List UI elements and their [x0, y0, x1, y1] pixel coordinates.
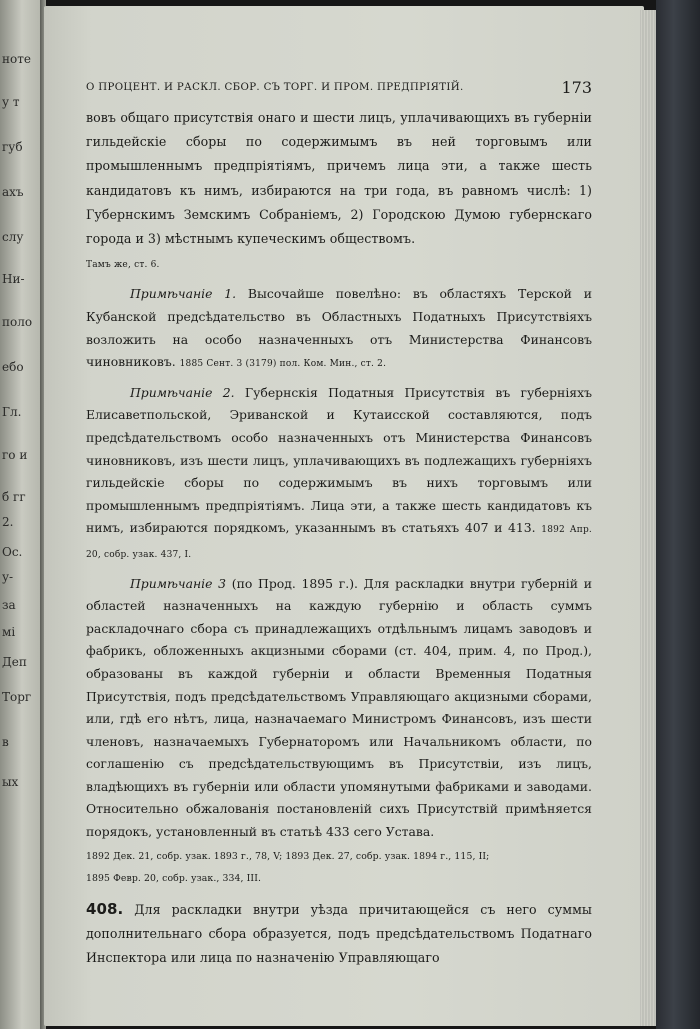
- left-page-fragment: Деп: [2, 655, 27, 669]
- note-label: Примѣчаніе 2.: [130, 384, 235, 400]
- book-page: [44, 6, 644, 1026]
- left-page-fragment: мі: [2, 625, 16, 639]
- left-page-fragment: ахъ: [2, 185, 24, 199]
- source-citation: Тамъ же, ст. 6.: [86, 260, 160, 271]
- book-cover: [656, 0, 700, 1029]
- left-page-fragment: ноте: [2, 52, 31, 66]
- left-page-fragment: поло: [2, 315, 33, 329]
- running-head: [86, 78, 592, 100]
- note-text: Губернскія Податныя Присутствія въ губерніяхъ Елисаветпольской, Эриванской и Кутаисской составляются, подъ предсѣдательствомъ особо назначенныхъ отъ Министерства Финансовъ чиновниковъ, изъ шести лицъ, уплачивающихъ въ подлежащихъ губерніяхъ гильдейскіе сборы по содержимымъ въ нихъ торговымъ или промышленнымъ предпріятіямъ. Лица эти, а также шесть кандидатовъ къ нимъ, избираются порядкомъ, указаннымъ въ статьяхъ 407 и 413.: [86, 384, 592, 536]
- article-407-continuation: [86, 106, 592, 277]
- source-citation: 1892 Апр. 20, собр. узак. 437, I.: [86, 525, 592, 560]
- note-1: [86, 283, 592, 375]
- note-2: [86, 382, 592, 567]
- left-page-fragment: ебо: [2, 360, 24, 374]
- source-citation: 1885 Сент. 3 (3179) пол. Ком. Мин., ст. 2.: [179, 359, 387, 370]
- note-3: [86, 573, 592, 889]
- left-page-fragment: Ни-: [2, 272, 25, 286]
- left-page-fragment: ых: [2, 775, 19, 789]
- left-page-edge: [0, 0, 40, 1029]
- left-page-fragment: губ: [2, 140, 23, 154]
- page-content: [86, 78, 592, 970]
- left-page-fragment: го и: [2, 448, 28, 462]
- article-408: [86, 897, 592, 971]
- left-page-fragment: 2.: [2, 515, 14, 529]
- left-page-fragment: у-: [2, 570, 14, 584]
- left-page-fragment: слу: [2, 230, 24, 244]
- left-page-fragment: б гг: [2, 490, 26, 504]
- left-page-fragment: у т: [2, 95, 20, 109]
- paragraph-text: Для раскладки внутри уѣзда причитающейся съ него суммы дополнительнаго сбора образуется, подъ предсѣдательствомъ Податнаго Инспектора или лица по назначенію Управляющаго: [86, 901, 592, 966]
- note-label: Примѣчаніе 3: [130, 575, 227, 591]
- article-number: 408.: [86, 899, 124, 918]
- note-text: (по Прод. 1895 г.). Для раскладки внутри губерній и областей назначенныхъ на каждую губернію и область суммъ раскладочнаго сбора съ принадлежащихъ отдѣльнымъ лицамъ заводовъ и фабрикъ, обложенныхъ акцизными сборами (ст. 404, прим. 4, по Прод.), образованы въ каждой губерніи и области Временныя Податныя Присутствія, подъ предсѣдательствомъ Управляющаго акцизными сборами, или, гдѣ его нѣтъ, лица, назначаемаго Министромъ Финансовъ, изъ шести членовъ, назначаемыхъ Губернаторомъ или Начальникомъ области, по соглашенію съ предсѣдательствующимъ въ Присутствіи, изъ лицъ, владѣющихъ въ губерніи или области упомянутыми фабриками и заводами. Относительно обжалованія постановленій сихъ Присутствій примѣняется порядокъ, установленный въ статьѣ 433 сего Устава.: [86, 575, 592, 840]
- left-page-fragment: в: [2, 735, 9, 749]
- source-citation: 1892 Дек. 21, собр. узак. 1893 г., 78, V; 1893 Дек. 27, собр. узак. 1894 г., 115, II;: [86, 850, 490, 862]
- left-page-fragment: Гл.: [2, 405, 22, 419]
- left-page-fragment: за: [2, 598, 16, 612]
- note-text: Высочайше повелѣно: въ областяхъ Терской и Кубанской предсѣдательство въ Областныхъ Податныхъ Присутствіяхъ возложить на особо назначенныхъ отъ Министерства Финансовъ чиновниковъ.: [86, 286, 592, 370]
- note-label: Примѣчаніе 1.: [130, 286, 237, 302]
- left-page-fragment: Ос.: [2, 545, 23, 559]
- page-number: 173: [561, 78, 592, 97]
- source-citation: 1895 Февр. 20, собр. узак., 334, III.: [86, 873, 262, 885]
- running-title: О ПРОЦЕНТ. И РАСКЛ. СБОР. СЪ ТОРГ. И ПРОМ. ПРЕДПРІЯТІЙ.: [86, 82, 464, 93]
- left-page-fragment: Торг: [2, 690, 32, 704]
- paragraph-text: вовъ общаго присутствія онаго и шести лицъ, уплачивающихъ въ губерніи гильдейскіе сборы по содержимымъ въ ней торговымъ или промышленнымъ предпріятіямъ, причемъ лица эти, а также шесть кандидатовъ къ нимъ, избираются на три года, въ равномъ числѣ: 1) Губернскимъ Земскимъ Собраніемъ, 2) Городскою Думою губернскаго города и 3) мѣстнымъ купеческимъ обществомъ.: [86, 110, 592, 247]
